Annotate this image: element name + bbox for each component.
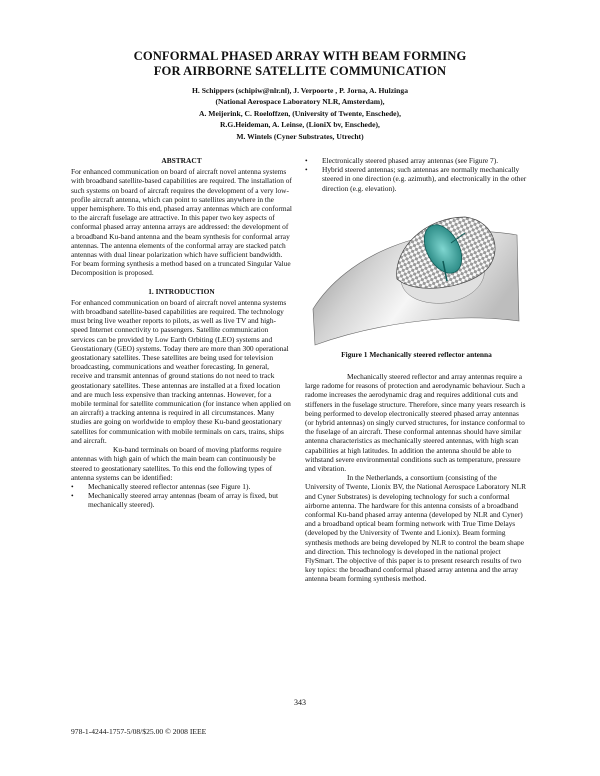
title-line-1: CONFORMAL PHASED ARRAY WITH BEAM FORMING [133,49,467,63]
author-line: R.G.Heideman, A. Leinse, (LioniX bv, Enschede), [220,120,380,130]
list-item-text: Mechanically steered reflector antennas (see Figure 1). [88,481,251,491]
introduction-heading: 1. INTRODUCTION [148,286,215,296]
author-line: (National Aerospace Laboratory NLR, Amsterdam), [215,97,385,107]
abstract-text: For enhanced communication on board of aircraft novel antenna systems with broadband satellite-based capabilities are required. The installation of such systems on board of aircraft requires the development of a very low-profile aircraft antenna, which can point to satellites anywhere in the upper hemisphere. To this end, phased array antennas which are conformal to the aircraft fuselage are attractive. In this paper two key aspects of conformal phased array antenna arrays are addressed: the development of a broadband Ku-band antenna and the beam synthesis for conformal array antennas. The antenna elements of the conformal array are stacked patch antennas with dual linear polarization which have sufficient bandwidth. For beam forming synthesis a method based on a truncated Singular Value Decomposition is proposed. [71,167,292,278]
intro-paragraph-1: For enhanced communication on board of aircraft novel antenna systems with broadband satellite-based capabilities are required. The technology must bring live weather reports to pilots, as well as live TV and high-speed Internet connectivity to passengers. Satellite communication services can be provided by Low Earth Orbiting (LEO) systems and Geostationary (GEO) systems. Today there are more than 300 operational geostationary satellites. These satellites are being used for television broadcasting, communications and weather forecasting. In general, receive and transmit antennas of ground stations do not need to track geostationary satellites. These antennas are installed at a fixed location and are much less expensive than tracking antennas. However, for a mobile terminal for satellite communication (for instance when applied on an aircraft) a tracking antenna is required in all circumstances. Many studies are going on worldwide to employ these Ku-band geostationary satellites for communication with mobile terminals on cars, trains, ships and aircraft. [71,297,291,445]
title-line-2: FOR AIRBORNE SATELLITE COMMUNICATION [153,64,447,78]
author-line: H. Schippers (schipiw@nlr.nl), J. Verpoorte , P. Jorna, A. Hulzinga [192,86,408,95]
left-column [71,156,292,510]
bullet-icon: • [71,481,74,491]
bullet-icon: • [305,165,308,175]
author-block [0,85,600,142]
paper-title [0,49,600,79]
figure-1-reflector-antenna [305,199,528,349]
abstract-heading: ABSTRACT [161,156,202,165]
bullet-icon: • [71,491,74,501]
intro-paragraph-2: Ku-band terminals on board of moving platforms require antennas with high gain of which the main beam can continuously be steered to geostationary satellites. To this end the following types of antenna systems can be identified: [71,445,282,482]
author-line: M. Wintels (Cyner Substrates, Utrecht) [236,131,364,141]
author-line: A. Meijerink, C. Roeloffzen, (University of Twente, Enschede), [199,108,401,118]
list-item [71,491,292,509]
intro-paragraph-3: Mechanically steered reflector and array antennas require a large radome for reasons of protection and aerodynamic behaviour. Such a radome increases the aerodynamic drag and requires additional cuts and stiffeners in the fuselage structure. Therefore, since many years research is being performed to develop electronically steered phased array antennas (or hybrid antennas) on singly curved structures, for instance conformal to the fuselage of an aircraft. These conformal antennas should have similar antenna characteristics as mechanically steered antennas, with high scan capabilities at high latitudes. In addition the antenna should be able to withstand severe environmental conditions such as temperature, pressure and vibration. [305,372,526,474]
list-item [71,482,292,491]
page-number: 343 [294,698,306,707]
figure-caption: Figure 1 Mechanically steered reflector antenna [341,349,492,359]
bullet-icon: • [305,156,308,165]
list-item-text: Electronically steered phased array antennas (see Figure 7). [322,156,499,165]
antenna-type-list-right [305,156,528,193]
intro-paragraph-4: In the Netherlands, a consortium (consisting of the University of Twente, Lionix BV, the National Aerospace Laboratory NLR and Cyner Substrates) is developing technology for such a conformal airborne antenna. The hardware for this antenna consists of a broadband conformal Ku-band phased array antenna (developed by NLR and Cyner) and a broadband optical beam forming network with True Time Delays (developed by the University of Twente and Lionix). Beam forming synthesis methods are being developed by NLR to control the beam shape and direction. This technology is developed in the national project FlySmart. The objective of this paper is to present research results of two key topics: the broadband conformal phased array antenna and the array antenna beam forming synthesis method. [305,473,527,584]
list-item [305,156,528,165]
copyright-footer: 978-1-4244-1757-5/08/$25.00 © 2008 IEEE [71,727,207,736]
list-item-text: Hybrid steered antennas; such antennas are normally mechanically steered in one direction (e.g. azimuth), and electronically in the other direction (e.g. elevation). [322,165,527,193]
antenna-type-list-left [71,482,292,510]
reflector-antenna-illustration [305,199,528,349]
list-item [305,165,528,193]
right-column [305,156,528,584]
list-item-text: Mechanically steered array antennas (beam of array is fixed, but mechanically steered). [88,491,279,510]
